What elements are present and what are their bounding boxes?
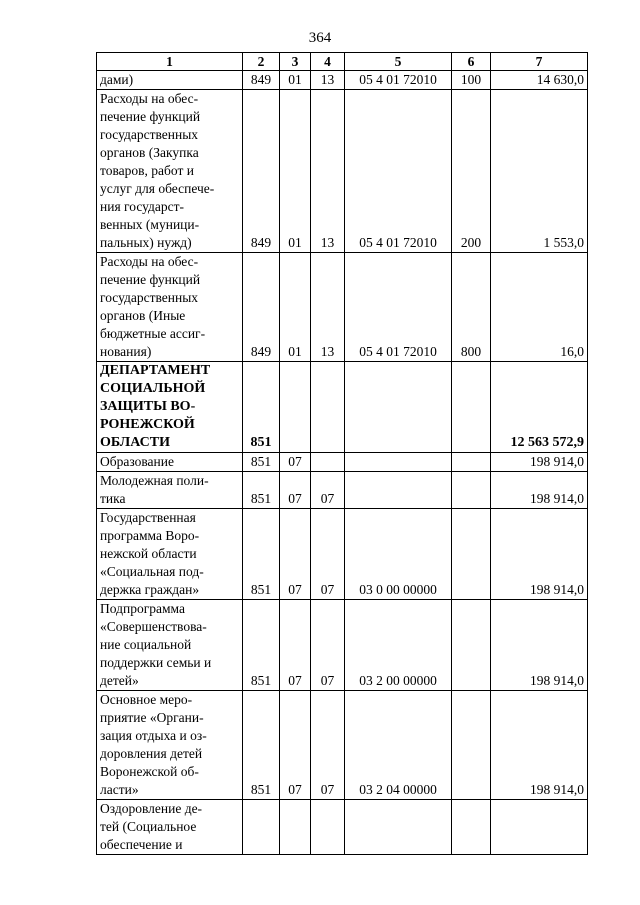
amount: 198 914,0	[491, 453, 588, 472]
row-name-line: обеспечение и	[100, 837, 183, 852]
table-row	[97, 472, 588, 509]
expense-type-code	[452, 472, 491, 509]
amount: 12 563 572,9	[491, 362, 588, 453]
amount: 198 914,0	[491, 600, 588, 691]
row-name-line: товаров, работ и	[100, 163, 194, 178]
section-code: 07	[280, 472, 311, 509]
amount: 198 914,0	[491, 472, 588, 509]
amount: 198 914,0	[491, 691, 588, 800]
row-name	[97, 90, 243, 253]
section-code	[280, 800, 311, 855]
expense-type-code	[452, 691, 491, 800]
col-header-2: 2	[243, 53, 280, 71]
row-name-line: Подпрограмма	[100, 601, 185, 616]
row-name-line: Образование	[100, 454, 174, 469]
col-header-7: 7	[491, 53, 588, 71]
table-body	[97, 71, 588, 855]
page-number: 364	[308, 30, 332, 46]
row-name-line: государственных	[100, 290, 199, 305]
target-article-code	[345, 453, 452, 472]
row-name	[97, 800, 243, 855]
target-article-code	[345, 472, 452, 509]
row-name-line: бюджетные ассиг-	[100, 326, 206, 341]
grbs-code: 851	[243, 362, 280, 453]
section-code: 07	[280, 509, 311, 600]
grbs-code: 849	[243, 90, 280, 253]
subsection-code	[311, 362, 345, 453]
row-name-line: органов (Закупка	[100, 145, 199, 160]
row-name-line: держка граждан»	[100, 582, 200, 597]
row-name-line: органов (Иные	[100, 308, 186, 323]
row-name-line: нования)	[100, 344, 152, 359]
grbs-code: 851	[243, 472, 280, 509]
target-article-code: 05 4 01 72010	[345, 71, 452, 90]
row-name-line: нежской области	[100, 546, 197, 561]
row-name-line: СОЦИАЛЬНОЙ	[100, 381, 206, 396]
subsection-code: 07	[311, 691, 345, 800]
row-name-line: поддержки семьи и	[100, 655, 212, 670]
subsection-code: 07	[311, 600, 345, 691]
table-row	[97, 509, 588, 600]
row-name	[97, 253, 243, 362]
row-name-line: ласти»	[100, 782, 139, 797]
table-row	[97, 691, 588, 800]
grbs-code	[243, 800, 280, 855]
subsection-code	[311, 453, 345, 472]
amount: 16,0	[491, 253, 588, 362]
grbs-code: 849	[243, 253, 280, 362]
row-name-line: государственных	[100, 127, 199, 142]
col-header-6: 6	[452, 53, 491, 71]
row-name-line: приятие «Органи-	[100, 710, 204, 725]
row-name-line: Молодежная поли-	[100, 473, 209, 488]
row-name-line: ния государст-	[100, 199, 185, 214]
table-row	[97, 253, 588, 362]
row-name-line: Основное меро-	[100, 692, 193, 707]
expense-type-code: 800	[452, 253, 491, 362]
target-article-code: 03 2 00 00000	[345, 600, 452, 691]
subsection-code: 13	[311, 253, 345, 362]
row-name	[97, 453, 243, 472]
table-row	[97, 453, 588, 472]
row-name-line: Расходы на обес-	[100, 91, 199, 106]
target-article-code: 03 2 04 00000	[345, 691, 452, 800]
row-name-line: Воронежской об-	[100, 764, 199, 779]
row-name	[97, 362, 243, 453]
grbs-code: 851	[243, 453, 280, 472]
row-name-line: тей (Социальное	[100, 819, 197, 834]
amount: 1 553,0	[491, 90, 588, 253]
row-name-line: тика	[100, 491, 126, 506]
table-row	[97, 800, 588, 855]
section-code: 01	[280, 90, 311, 253]
expense-type-code	[452, 509, 491, 600]
grbs-code: 851	[243, 600, 280, 691]
row-name-line: РОНЕЖСКОЙ	[100, 417, 195, 432]
row-name-line: печение функций	[100, 272, 201, 287]
row-name-line: Оздоровление де-	[100, 801, 203, 816]
row-name-line: дами)	[100, 72, 134, 87]
section-code	[280, 362, 311, 453]
target-article-code: 03 0 00 00000	[345, 509, 452, 600]
expense-type-code	[452, 600, 491, 691]
table-row	[97, 362, 588, 453]
section-code: 07	[280, 600, 311, 691]
row-name-line: ние социальной	[100, 637, 192, 652]
table-row	[97, 90, 588, 253]
amount: 198 914,0	[491, 509, 588, 600]
target-article-code: 05 4 01 72010	[345, 90, 452, 253]
expense-type-code	[452, 453, 491, 472]
row-name-line: ОБЛАСТИ	[100, 435, 170, 450]
col-header-5: 5	[345, 53, 452, 71]
target-article-code	[345, 362, 452, 453]
row-name	[97, 509, 243, 600]
grbs-code: 851	[243, 691, 280, 800]
subsection-code: 13	[311, 90, 345, 253]
subsection-code: 07	[311, 472, 345, 509]
section-code: 07	[280, 691, 311, 800]
table-row	[97, 71, 588, 90]
row-name-line: «Совершенствова-	[100, 619, 207, 634]
row-name-line: ДЕПАРТАМЕНТ	[100, 363, 211, 378]
expense-type-code: 200	[452, 90, 491, 253]
expense-type-code	[452, 362, 491, 453]
grbs-code: 851	[243, 509, 280, 600]
target-article-code	[345, 800, 452, 855]
row-name-line: венных (муници-	[100, 217, 200, 232]
subsection-code: 07	[311, 509, 345, 600]
row-name	[97, 691, 243, 800]
subsection-code	[311, 800, 345, 855]
col-header-3: 3	[280, 53, 311, 71]
target-article-code: 05 4 01 72010	[345, 253, 452, 362]
col-header-1: 1	[97, 53, 243, 71]
col-header-4: 4	[311, 53, 345, 71]
row-name-line: «Социальная под-	[100, 564, 204, 579]
row-name-line: программа Воро-	[100, 528, 200, 543]
header-row	[97, 53, 588, 71]
expense-type-code: 100	[452, 71, 491, 90]
row-name-line: зация отдыха и оз-	[100, 728, 207, 743]
section-code: 01	[280, 71, 311, 90]
row-name	[97, 472, 243, 509]
row-name-line: пальных) нужд)	[100, 235, 192, 250]
budget-table	[96, 52, 588, 855]
subsection-code: 13	[311, 71, 345, 90]
amount	[491, 800, 588, 855]
row-name	[97, 600, 243, 691]
expense-type-code	[452, 800, 491, 855]
row-name-line: Расходы на обес-	[100, 254, 199, 269]
row-name-line: печение функций	[100, 109, 201, 124]
table-row	[97, 600, 588, 691]
row-name-line: ЗАЩИТЫ ВО-	[100, 399, 196, 414]
amount: 14 630,0	[491, 71, 588, 90]
row-name-line: доровления детей	[100, 746, 203, 761]
row-name	[97, 71, 243, 90]
section-code: 01	[280, 253, 311, 362]
section-code: 07	[280, 453, 311, 472]
row-name-line: услуг для обеспече-	[100, 181, 215, 196]
row-name-line: Государственная	[100, 510, 196, 525]
grbs-code: 849	[243, 71, 280, 90]
row-name-line: детей»	[100, 673, 139, 688]
